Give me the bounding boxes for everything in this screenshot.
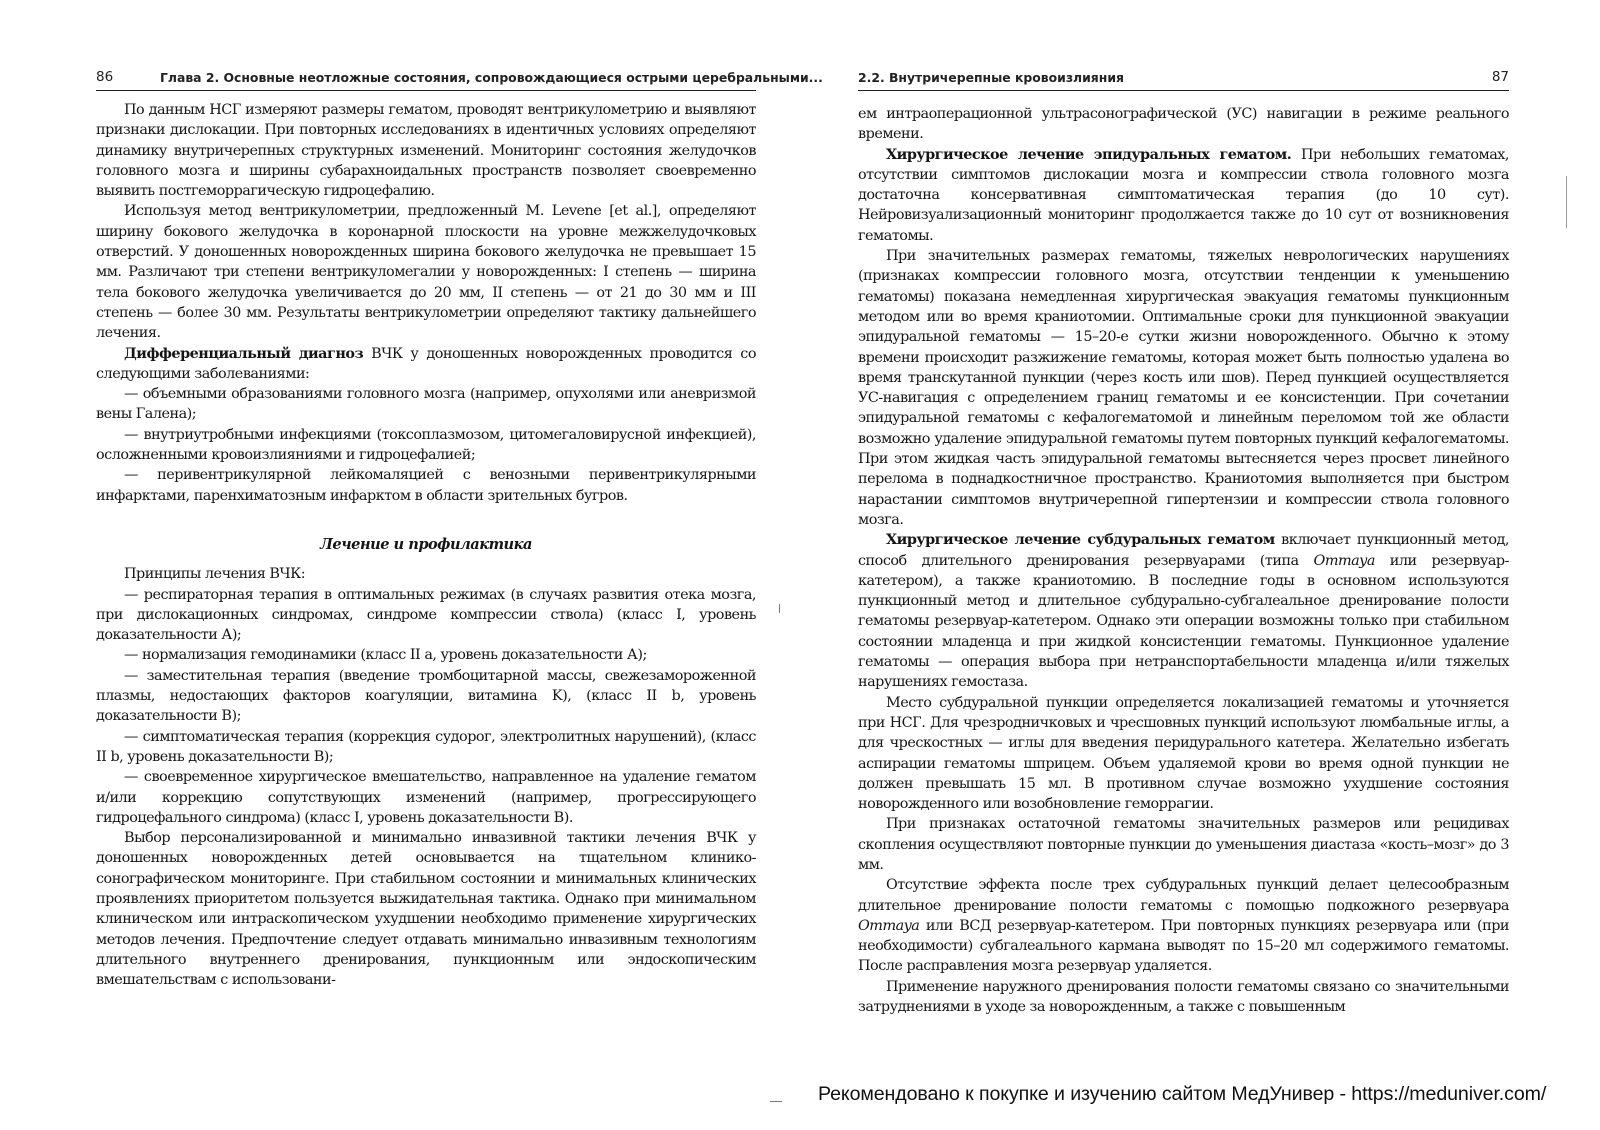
- paragraph-subdural-treatment: [858, 530, 1509, 692]
- drainage-text-b: или ВСД резервуар-катетером. При повторных пункциях резервуара или (при необходимости) субгалеального кармана выводят по 15–20 мл содержимого гематомы. После расправления мозга резервуар удаляется.: [858, 917, 1509, 975]
- right-page-number: 87: [1491, 69, 1509, 85]
- ommaya-term: Ommaya: [1313, 552, 1375, 569]
- paragraph-epidural-treatment: [858, 145, 1509, 246]
- left-page-body: [96, 100, 756, 990]
- right-page-header: [858, 68, 1509, 91]
- principle-item: — респираторная терапия в оптимальных режимах (в случаях развития отека мозга, при дислокационных синдромах, синдроме компрессии ствола) (класс I, уровень доказательности А);: [96, 586, 756, 644]
- principle-item: — своевременное хирургическое вмешательство, направленное на удаление гематом и/или коррекцию сопутствующих изменений (например, прогрессирующего гидроцефального синдрома) (класс I, уровень доказательности В).: [96, 769, 756, 826]
- diff-list-item: — внутриутробными инфекциями (токсоплазмозом, цитомегаловирусной инфекцией), осложненными кровоизлияниями и гидроцефалией;: [96, 426, 756, 464]
- subdural-text-a: включает пункционный метод, способ длительного дренирования резервуарами (типа: [858, 532, 1509, 569]
- diff-list-item: — объемными образованиями головного мозга (например, опухолями или аневризмой вены Галена);: [96, 386, 756, 423]
- subdural-text-b: или резервуар-катетером), а также краниотомию. В последние годы в основном используются пункционный метод и длительное субдурально-субгалеальное дренирование полости гематомы резервуар-катетером. Однако эти операции возможны только при стабильном состоянии младенца и при жидкой консистенции гематомы. Пункционное удаление гематомы — операция выбора при нетранспортабельности младенца и/или тяжелых нарушениях гемостаза.: [858, 552, 1509, 691]
- subdural-treatment-term: Хирургическое лечение субдуральных гематом: [886, 531, 1275, 549]
- differential-diagnosis-text: ВЧК у доношенных новорожденных проводится со следующими заболеваниями:: [96, 345, 756, 382]
- principle-item: — симптоматическая терапия (коррекция судорог, электролитных нарушений), (класс II b, уровень доказательности В);: [96, 728, 756, 765]
- paragraph-tactics: Выбор персонализированной и минимально инвазивной тактики лечения ВЧК у доношенных новорожденных детей основывается на тщательном клинико-сонографическом мониторинге. При стабильном состоянии и минимальных клинических проявлениях приоритетом пользуется выжидательная тактика. Однако при минимальном клиническом или интраскопическом ухудшении необходимо применение хирургических методов лечения. Предпочтение следует отдавать минимально инвазивным технологиям длительного внутреннего дренирования, пункционным или эндоскопическим вмешательствам с использовани-: [96, 830, 756, 989]
- paragraph-drainage: [858, 875, 1509, 976]
- epidural-treatment-text: При небольших гематомах, отсутствии симптомов дислокации мозга и компрессии ствола головного мозга достаточна консервативная симптоматическая терапия (до 10 сут). Нейровизуализационный мониторинг продолжается также до 10 сут от возникновения гематомы.: [858, 146, 1509, 244]
- left-page-header: [96, 68, 823, 91]
- left-page-number: 86: [96, 69, 114, 85]
- left-running-title: Глава 2. Основные неотложные состояния, сопровождающиеся острыми церебральными...: [160, 70, 823, 85]
- paragraph-residual-hematoma: При признаках остаточной гематомы значительных размеров или рецидивах скопления осуществляют повторные пункции до уменьшения диастаза «кость–мозг» до 3 мм.: [858, 816, 1509, 873]
- diff-list-item: — перивентрикулярной лейкомаляцией с венозными перивентрикулярными инфарктами, паренхиматозным инфарктом в области зрительных бугров.: [96, 467, 756, 504]
- scan-edge-mark: [1566, 176, 1567, 228]
- section-heading: Лечение и профилактика: [320, 535, 532, 553]
- epidural-treatment-term: Хирургическое лечение эпидуральных гематом.: [886, 145, 1292, 163]
- principle-item: — нормализация гемодинамики (класс II a, уровень доказательности А);: [124, 647, 647, 664]
- differential-diagnosis-term: Дифференциальный диагноз: [124, 344, 364, 362]
- paragraph-external-drainage: Применение наружного дренирования полости гематомы связано со значительными затруднениями в уходе за новорожденным, а также с повышенным: [858, 978, 1509, 1016]
- principle-item: — заместительная терапия (введение тромбоцитарной массы, свежезамороженной плазмы, недостающих факторов коагуляции, витамина K), (класс II b, уровень доказательности В);: [96, 667, 756, 725]
- principles-intro: Принципы лечения ВЧК:: [124, 566, 306, 583]
- scan-speck: [770, 1101, 782, 1102]
- paragraph-continuation: ем интраоперационной ультрасонографической (УС) навигации в режиме реального времени.: [858, 106, 1509, 143]
- watermark-text: Рекомендовано к покупке и изучению сайтом МедУнивер - https://meduniver.com/: [818, 1083, 1547, 1105]
- paragraph-differential-diagnosis: [96, 344, 756, 385]
- paragraph-ventriculometry: Используя метод вентрикулометрии, предложенный M. Levene [et al.], определяют ширину бокового желудочка в коронарной плоскости на уровне межжелудочковых отверстий. У доношенных новорожденных ширина бокового желудочка не превышает 15 мм. Различают три степени вентрикуломегалии у новорожденных: I степень — ширина тела бокового желудочка увеличивается до 20 мм, II степень — от 21 до 30 мм и III степень — более 30 мм. Результаты вентрикулометрии определяют тактику дальнейшего лечения.: [96, 203, 756, 342]
- right-page-body: [858, 104, 1509, 1017]
- paragraph-nsg-monitoring: По данным НСГ измеряют размеры гематом, проводят вентрикулометрию и выявляют признаки дислокации. При повторных исследованиях в идентичных условиях определяют динамику внутричерепных структурных изменений. Мониторинг состояния желудочков головного мозга и ширины субарахноидальных пространств позволяет своевременно выявить постгеморрагическую гидроцефалию.: [96, 102, 756, 200]
- drainage-text-a: Отсутствие эффекта после трех субдуральных пункций делает целесообразным длительное дренирование полости гематомы с помощью подкожного резервуара: [858, 877, 1509, 914]
- paragraph-puncture-site: Место субдуральной пункции определяется локализацией гематомы и уточняется при НСГ. Для чрезродничковых и чресшовных пункций используют люмбальные иглы, а для чрескостных — иглы для введения перидурального катетера. Желательно избегать аспирации гематомы шприцем. Объем удаляемой крови во время одной пункции не должен превышать 15 мл. В противном случае возможно ухудшение состояния новорожденного или возобновление геморрагии.: [858, 694, 1509, 813]
- scan-speck: [779, 604, 780, 613]
- right-running-title: 2.2. Внутричерепные кровоизлияния: [858, 70, 1124, 85]
- ommaya-term: Ommaya: [858, 917, 920, 934]
- paragraph-large-hematoma: При значительных размерах гематомы, тяжелых неврологических нарушениях (признаках компрессии головного мозга, отсутствии тенденции к уменьшению гематомы) показана немедленная хирургическая эвакуация гематомы пункционным методом или во время краниотомии. Оптимальные сроки для пункционной эвакуации эпидуральной гематомы — 15–20-е сутки жизни новорожденного. Обычно к этому времени происходит разжижение гематомы, которая может быть полностью удалена во время транскутанной пункции (через кость или шов). Перед пункцией осуществляется УС-навигация с определением границ гематомы и ее консистенции. При сочетании эпидуральной гематомы с кефалогематомой и линейным переломом той же области возможно удаление эпидуральной гематомы путем повторных пункций кефалогематомы. При этом жидкая часть эпидуральной гематомы вытесняется через просвет линейного перелома в поднадкостничное пространство. Краниотомия выполняется при быстром нарастании симптомов внутричерепной гипертензии и компрессии ствола головного мозга.: [858, 248, 1509, 528]
